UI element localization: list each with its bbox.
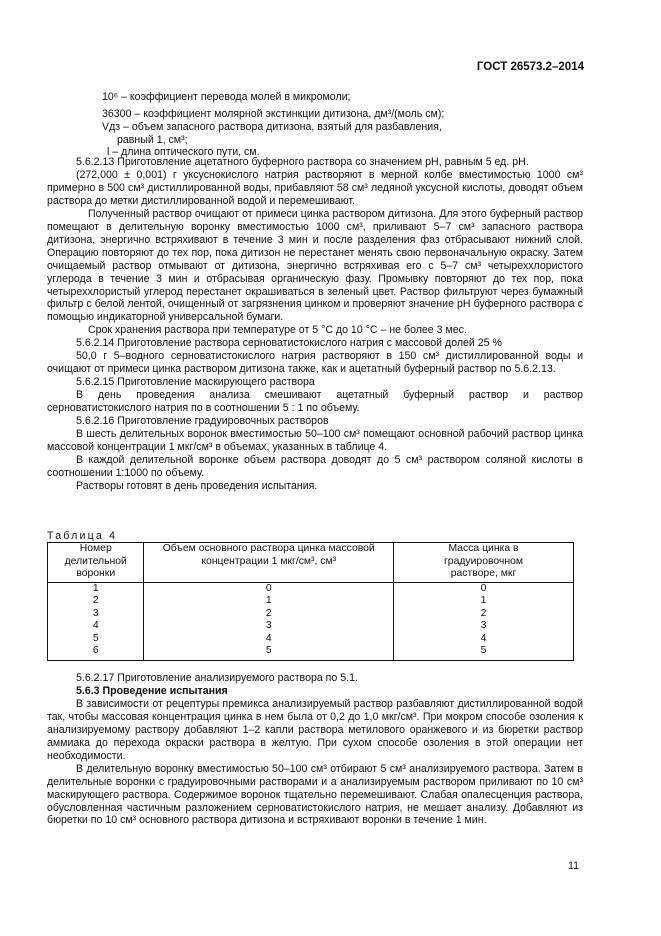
paragraph: (272,000 ± 0,001) г уксуснокислого натрия растворяют в мерной колбе вместимостью 1000 см³ примерно в 500 см³ дистиллированной воды, прибавляют 58 см³ ледяной уксусной кислоты, доводят объем раствора до метки дистиллированной водой и перемешивают.	[47, 168, 583, 207]
table-cell: 5	[144, 645, 394, 660]
column-header: Номер делительной воронки	[48, 543, 144, 583]
paragraph: В день проведения анализа смешивают ацетатный буферный раствор и раствор серноватистокислого натрия по в соотношении 5 : 1 по объему.	[47, 389, 583, 415]
table-cell: 5	[394, 645, 574, 660]
legend-line: равный 1, см³;	[117, 134, 188, 146]
legend-line: Vдз – объем запасного раствора дитизона, взятый для разбавления,	[102, 121, 442, 133]
paragraph: 5.6.2.17 Приготовление анализируемого раствора по 5.1.	[76, 672, 358, 684]
table-row	[48, 595, 574, 608]
legend-line: 36300 – коэффициент молярной экстинкции дитизона, дм³/(моль см);	[102, 108, 445, 120]
paragraph: 5.6.2.14 Приготовление раствора серноватистокислого натрия с массовой долей 25 %	[76, 337, 502, 350]
table-cell: 3	[48, 608, 144, 621]
table-cell: 4	[144, 633, 394, 646]
table-cell: 2	[48, 595, 144, 608]
table-cell: 0	[394, 582, 574, 595]
paragraph: В каждой делительной воронке объем раствора доводят до 5 см³ раствором соляной кислоты в соотношении 1:1000 по объему.	[47, 453, 583, 479]
paragraph: 50,0 г 5–водного серноватистокислого натрия растворяют в 150 см³ дистиллированной воды и очищают от примеси цинка раствором дитизона также, как и ацетатный буферный раствор по 5.6.2.13.	[47, 350, 583, 376]
legend-line: 10⁶ – коэффициент перевода молей в микромоли;	[102, 91, 351, 103]
table-row	[48, 620, 574, 633]
paragraph: Срок хранения раствора при температуре от 5 °С до 10 °С – не более 3 мес.	[88, 324, 467, 337]
table-cell: 3	[144, 620, 394, 633]
body-section	[47, 156, 583, 493]
paragraph: В делительную воронку вместимостью 50–100 см³ отбирают 5 см³ анализируемого раствора. Затем в делительные воронки с градуировочными растворами и а анализируемым раствором приливают по 10 см³ маскирующего раствора. Содержимое воронок тщательно перемешивают. Слабая опалесценция раствора, обусловленная частичным разложением серноватистокислого натрия, не мешает анализу. Добавляют из бюретки по 10 см³ основного раствора дитизона и встряхивают воронки в течение 1 мин.	[47, 762, 583, 827]
paragraph: 5.6.2.16 Приготовление градуировочных растворов	[76, 415, 329, 428]
paragraph: 5.6.2.15 Приготовление маскирующего раствора	[76, 376, 315, 389]
paragraph: В зависимости от рецептуры премикса анализируемый раствор разбавляют дистиллированной водой так, чтобы массовая концентрация цинка в нем была от 0,2 до 1,0 мкг/см³. При мокром способе озоления к анализируемому раствору добавляют 1–2 капли раствора метилового оранжевого и из бюретки раствор аммиака до перехода окраски раствора в желтую. При сухом способе озоления в этой операции нет необходимости.	[47, 697, 583, 762]
table-row	[48, 608, 574, 621]
paragraph: Растворы готовят в день проведения испытания.	[76, 479, 318, 492]
paragraph: Полученный раствор очищают от примеси цинка раствором дитизона. Для этого буферный раствор помещают в делительную воронку вместимостью 1000 см³, приливают 5–7 см³ запасного раствора дитизона, энергично встряхивают в течение 3 мин и после разделения фаз отбрасывают нижний слой. Операцию повторяют до тех пор, пока дитизон не перестанет менять свою первоначальную окраску. Затем очищаемый раствор отмывают от дитизона, энергично встряхивая его с 5–7 см³ четыреххлористого углерода в течение 3 мин и отбрасывая органическую фазу. Промывку повторяют до тех пор, пока четыреххлористый углерод перестанет окрашиваться в зеленый цвет. Раствор фильтруют через бумажный фильтр с белой лентой, очищенный от загрязнения цинком и проверяют значение pH буферного раствора с помощью индикаторной универсальной бумаги.	[47, 207, 583, 324]
column-header: Объем основного раствора цинка массовой концентрации 1 мкг/см³, см³	[144, 543, 394, 583]
legend-line: l – длина оптического пути, см.	[107, 146, 260, 158]
paragraph: В шесть делительных воронок вместимостью 50–100 см³ помещают основной рабочий раствор цинка массовой концентрации 1 мкг/см³ в объемах, указанных в таблице 4.	[47, 428, 583, 453]
table-row	[48, 582, 574, 595]
section-heading: 5.6.3 Проведение испытания	[76, 684, 228, 697]
column-header: Масса цинка в градуировочном растворе, мкг	[394, 543, 574, 583]
document-id: ГОСТ 26573.2–2014	[476, 61, 584, 73]
table-cell: 3	[394, 620, 574, 633]
table-cell: 5	[48, 633, 144, 646]
table-cell: 2	[144, 608, 394, 621]
table-cell: 4	[394, 633, 574, 646]
table-cell: 1	[394, 595, 574, 608]
calibration-table	[47, 542, 574, 661]
page-number: 11	[568, 860, 579, 872]
table-cell: 0	[144, 582, 394, 595]
paragraph: 5.6.2.13 Приготовление ацетатного буферного раствора со значением pH, равным 5 ед. pH.	[76, 156, 529, 168]
table-cell: 1	[144, 595, 394, 608]
test-section	[47, 672, 583, 827]
table-cell: 1	[48, 582, 144, 595]
table-caption: Таблица 4	[47, 530, 118, 542]
table-row	[48, 633, 574, 646]
table-cell: 4	[48, 620, 144, 633]
table-cell: 6	[48, 645, 144, 660]
table-row	[48, 645, 574, 660]
table-cell: 2	[394, 608, 574, 621]
